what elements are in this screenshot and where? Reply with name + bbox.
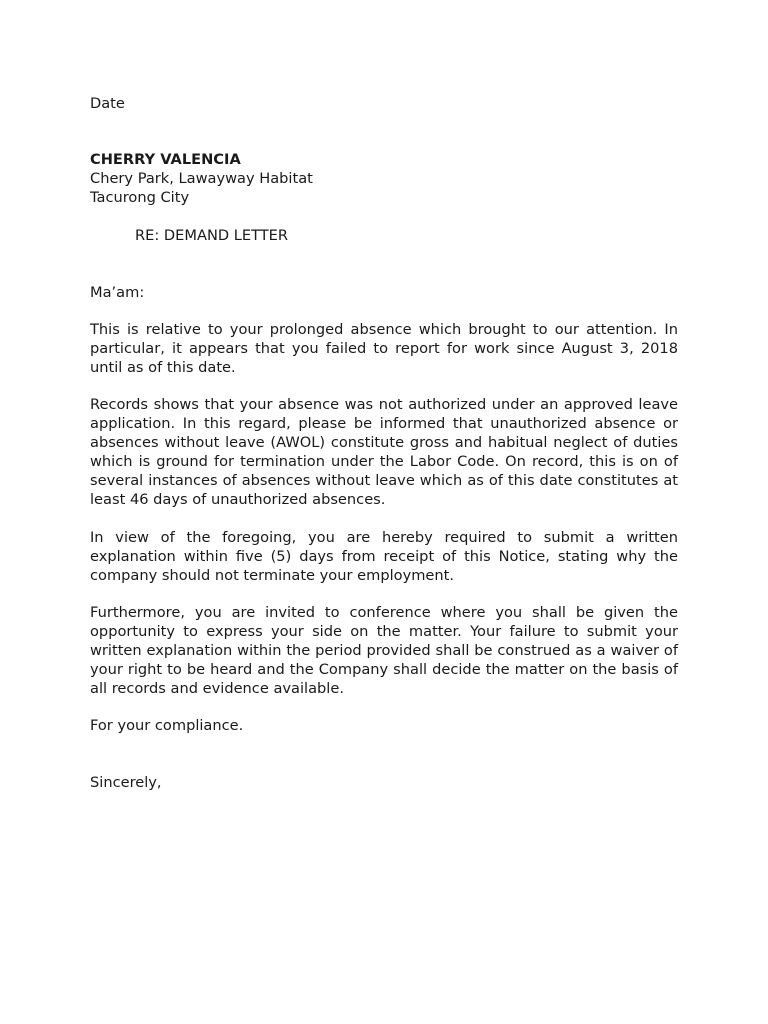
- salutation: Ma’am:: [90, 284, 145, 301]
- paragraph-absence: This is relative to your prolonged absence which brought to our attention. In particular, it appears that you failed to report for work since August 3, 2018 until as of this date.: [90, 321, 678, 376]
- paragraph-explanation: In view of the foregoing, you are hereby required to submit a written explanation within five (5) days from receipt of this Notice, stating why the company should not terminate your employment.: [90, 529, 678, 584]
- closing: Sincerely,: [90, 774, 162, 791]
- date-label: Date: [90, 95, 125, 112]
- paragraph-records: Records shows that your absence was not authorized under an approved leave application. In this regard, please be informed that unauthorized absence or absences without leave (AWOL) constitute gross and habitual neglect of duties which is ground for termination under the Labor Code. On record, this is on of several instances of absences without leave which as of this date constitutes at least 46 days of unauthorized absences.: [90, 396, 678, 508]
- compliance-line: For your compliance.: [90, 717, 244, 734]
- recipient-name: CHERRY VALENCIA: [90, 151, 241, 168]
- subject-line: RE: DEMAND LETTER: [135, 227, 289, 244]
- recipient-address-line1: Chery Park, Lawayway Habitat: [90, 170, 313, 187]
- recipient-address-line2: Tacurong City: [90, 189, 190, 206]
- paragraph-conference: Furthermore, you are invited to conference where you shall be given the opportunity to express your side on the matter. Your failure to submit your written explanation within the period provided shall be construed as a waiver of your right to be heard and the Company shall decide the matter on the basis of all records and evidence available.: [90, 604, 678, 697]
